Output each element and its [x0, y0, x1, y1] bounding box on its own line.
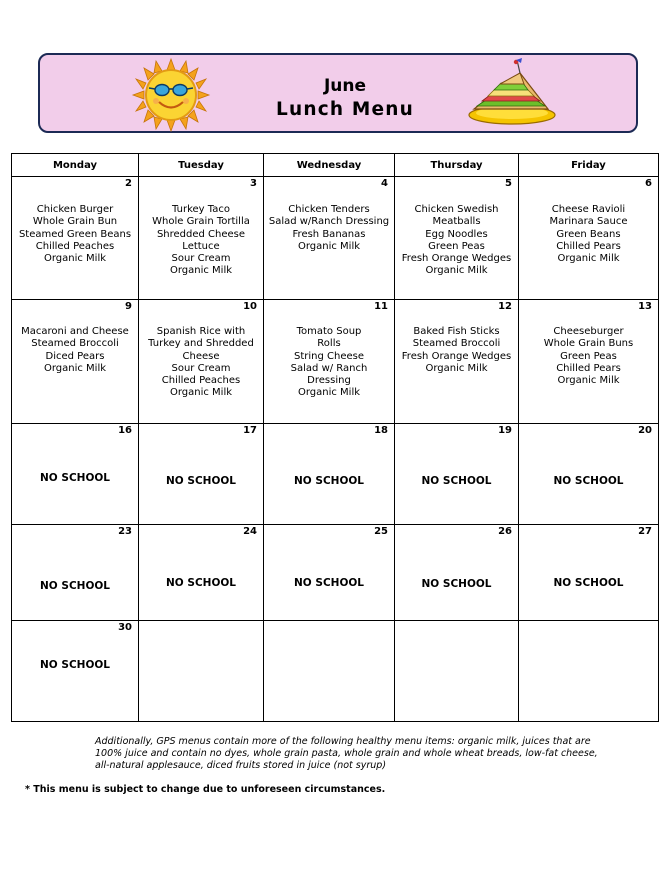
no-school-label: NO SCHOOL	[166, 577, 236, 589]
date-number: 19	[498, 425, 512, 436]
menu-item: Sour Cream	[171, 253, 231, 265]
menu-item: Organic Milk	[557, 375, 620, 387]
day-cell	[395, 300, 519, 424]
menu-item: Cheese	[182, 350, 220, 362]
menu-item: Green Peas	[560, 350, 617, 362]
week-row	[12, 525, 659, 621]
menu-item: Steamed Green Beans	[18, 228, 132, 240]
menu-item: Sour Cream	[171, 362, 231, 374]
day-cell	[12, 424, 139, 525]
menu-item: Organic Milk	[425, 265, 488, 277]
menu-item: Rolls	[317, 338, 341, 350]
day-header-wednesday: Wednesday	[264, 154, 395, 177]
no-school-label: NO SCHOOL	[421, 475, 492, 487]
menu-item: Whole Grain Tortilla	[152, 216, 250, 228]
menu-item: Organic Milk	[43, 253, 107, 265]
menu-item: Fresh Bananas	[292, 228, 366, 240]
menu-items	[519, 204, 658, 265]
menu-item: Tomato Soup	[296, 326, 362, 337]
menu-item: Baked Fish Sticks	[413, 326, 500, 337]
menu-item: Organic Milk	[169, 387, 233, 399]
no-school-label: NO SCHOOL	[40, 472, 110, 484]
empty-day-cell	[519, 621, 659, 722]
day-cell	[139, 300, 264, 424]
no-school-label: NO SCHOOL	[553, 475, 624, 487]
date-number: 4	[381, 178, 388, 189]
empty-day-cell	[139, 621, 264, 722]
menu-item: Organic Milk	[297, 387, 361, 399]
week-row	[12, 621, 659, 722]
day-cell	[264, 525, 395, 621]
date-number: 6	[645, 178, 652, 189]
menu-item: Whole Grain Buns	[543, 338, 634, 350]
day-cell	[139, 424, 264, 525]
menu-item: Turkey Taco	[172, 204, 230, 215]
menu-item: Marinara Sauce	[549, 216, 628, 228]
menu-item: Organic Milk	[297, 240, 361, 252]
weekday-header-row	[12, 154, 659, 177]
date-number: 17	[243, 425, 257, 436]
menu-item: Egg Noodles	[425, 228, 488, 240]
no-school-label: NO SCHOOL	[294, 577, 364, 589]
no-school-label: NO SCHOOL	[421, 578, 492, 590]
menu-item: Steamed Broccoli	[412, 338, 501, 350]
week-row	[12, 177, 659, 300]
no-school-label: NO SCHOOL	[553, 577, 624, 589]
date-number: 16	[118, 425, 132, 436]
date-number: 12	[498, 301, 512, 312]
menu-item: Shredded Cheese	[156, 228, 246, 240]
menu-item: Chilled Pears	[556, 240, 621, 252]
week-row	[12, 300, 659, 424]
day-cell	[395, 424, 519, 525]
menu-item: Chilled Peaches	[35, 240, 115, 252]
month-heading: June	[323, 76, 367, 96]
date-number: 27	[638, 526, 652, 537]
day-cell	[264, 300, 395, 424]
menu-item: Fresh Orange Wedges	[401, 350, 512, 362]
menu-items	[264, 204, 394, 253]
menu-items	[139, 204, 263, 278]
menu-item: Chilled Peaches	[161, 375, 241, 387]
menu-item: Dressing	[307, 375, 351, 387]
menu-items	[395, 326, 518, 375]
date-number: 2	[125, 178, 132, 189]
day-cell	[12, 621, 139, 722]
date-number: 3	[250, 178, 257, 189]
day-cell	[519, 300, 659, 424]
date-number: 24	[243, 526, 257, 537]
nutrition-note: Additionally, GPS menus contain more of the following healthy menu items: organic milk, juices that are 100% juice and contain no dyes, whole grain pasta, whole grain and whole wheat breads, low-fat cheese, all-natural applesauce, diced fruits stored in juice (not syrup)	[95, 736, 598, 771]
sandwich-icon	[464, 57, 558, 129]
menu-item: Organic Milk	[169, 265, 233, 277]
menu-item: Green Peas	[428, 240, 485, 252]
menu-item: Lettuce	[182, 240, 220, 252]
menu-item: Diced Pears	[45, 350, 105, 362]
day-cell	[139, 177, 264, 300]
menu-items	[264, 326, 394, 400]
menu-item: Chilled Pears	[556, 362, 621, 374]
no-school-label: NO SCHOOL	[40, 580, 110, 592]
menu-item: Spanish Rice with	[156, 326, 246, 337]
day-cell	[12, 177, 139, 300]
menu-item: Green Beans	[556, 228, 621, 240]
menu-item: Organic Milk	[557, 253, 620, 265]
menu-item: Chicken Swedish	[414, 204, 499, 215]
menu-item: Fresh Orange Wedges	[401, 253, 512, 265]
day-cell	[12, 300, 139, 424]
day-cell	[395, 525, 519, 621]
day-header-thursday: Thursday	[395, 154, 519, 177]
menu-item: Meatballs	[432, 216, 481, 228]
no-school-label: NO SCHOOL	[166, 475, 236, 487]
date-number: 5	[505, 178, 512, 189]
day-header-monday: Monday	[12, 154, 139, 177]
disclaimer: * This menu is subject to change due to unforeseen circumstances.	[25, 784, 386, 795]
menu-items	[12, 326, 138, 375]
menu-item: Cheeseburger	[553, 326, 624, 337]
day-cell	[264, 177, 395, 300]
date-number: 30	[118, 622, 132, 633]
day-cell	[519, 424, 659, 525]
menu-items	[139, 326, 263, 400]
date-number: 25	[374, 526, 388, 537]
menu-item: Chicken Burger	[36, 204, 114, 215]
date-number: 13	[638, 301, 652, 312]
menu-item: Organic Milk	[425, 362, 488, 374]
date-number: 23	[118, 526, 132, 537]
no-school-label: NO SCHOOL	[294, 475, 364, 487]
date-number: 18	[374, 425, 388, 436]
menu-item: String Cheese	[293, 350, 364, 362]
menu-item: Turkey and Shredded	[148, 338, 254, 350]
menu-item: Cheese Ravioli	[551, 204, 626, 215]
sun-icon	[130, 57, 212, 133]
menu-item: Macaroni and Cheese	[21, 326, 129, 337]
menu-calendar	[11, 153, 659, 722]
week-row	[12, 424, 659, 525]
day-header-friday: Friday	[519, 154, 659, 177]
date-number: 9	[125, 301, 132, 312]
menu-item: Chicken Tenders	[288, 204, 370, 215]
day-header-tuesday: Tuesday	[139, 154, 264, 177]
header-banner	[38, 53, 638, 133]
date-number: 20	[638, 425, 652, 436]
menu-item: Whole Grain Bun	[32, 216, 118, 228]
menu-items	[519, 326, 658, 387]
day-cell	[395, 177, 519, 300]
menu-items	[12, 204, 138, 265]
day-cell	[12, 525, 139, 621]
menu-item: Steamed Broccoli	[31, 338, 119, 350]
empty-day-cell	[395, 621, 519, 722]
date-number: 26	[498, 526, 512, 537]
day-cell	[519, 177, 659, 300]
menu-items	[395, 204, 518, 278]
no-school-label: NO SCHOOL	[40, 659, 110, 671]
menu-item: Organic Milk	[43, 362, 107, 374]
day-cell	[139, 525, 264, 621]
menu-item: Salad w/Ranch Dressing	[268, 216, 390, 228]
day-cell	[264, 424, 395, 525]
date-number: 11	[374, 301, 388, 312]
empty-day-cell	[264, 621, 395, 722]
menu-title	[270, 75, 420, 123]
menu-item: Salad w/ Ranch	[290, 362, 368, 374]
date-number: 10	[243, 301, 257, 312]
menu-heading: Lunch Menu	[275, 99, 414, 120]
day-cell	[519, 525, 659, 621]
